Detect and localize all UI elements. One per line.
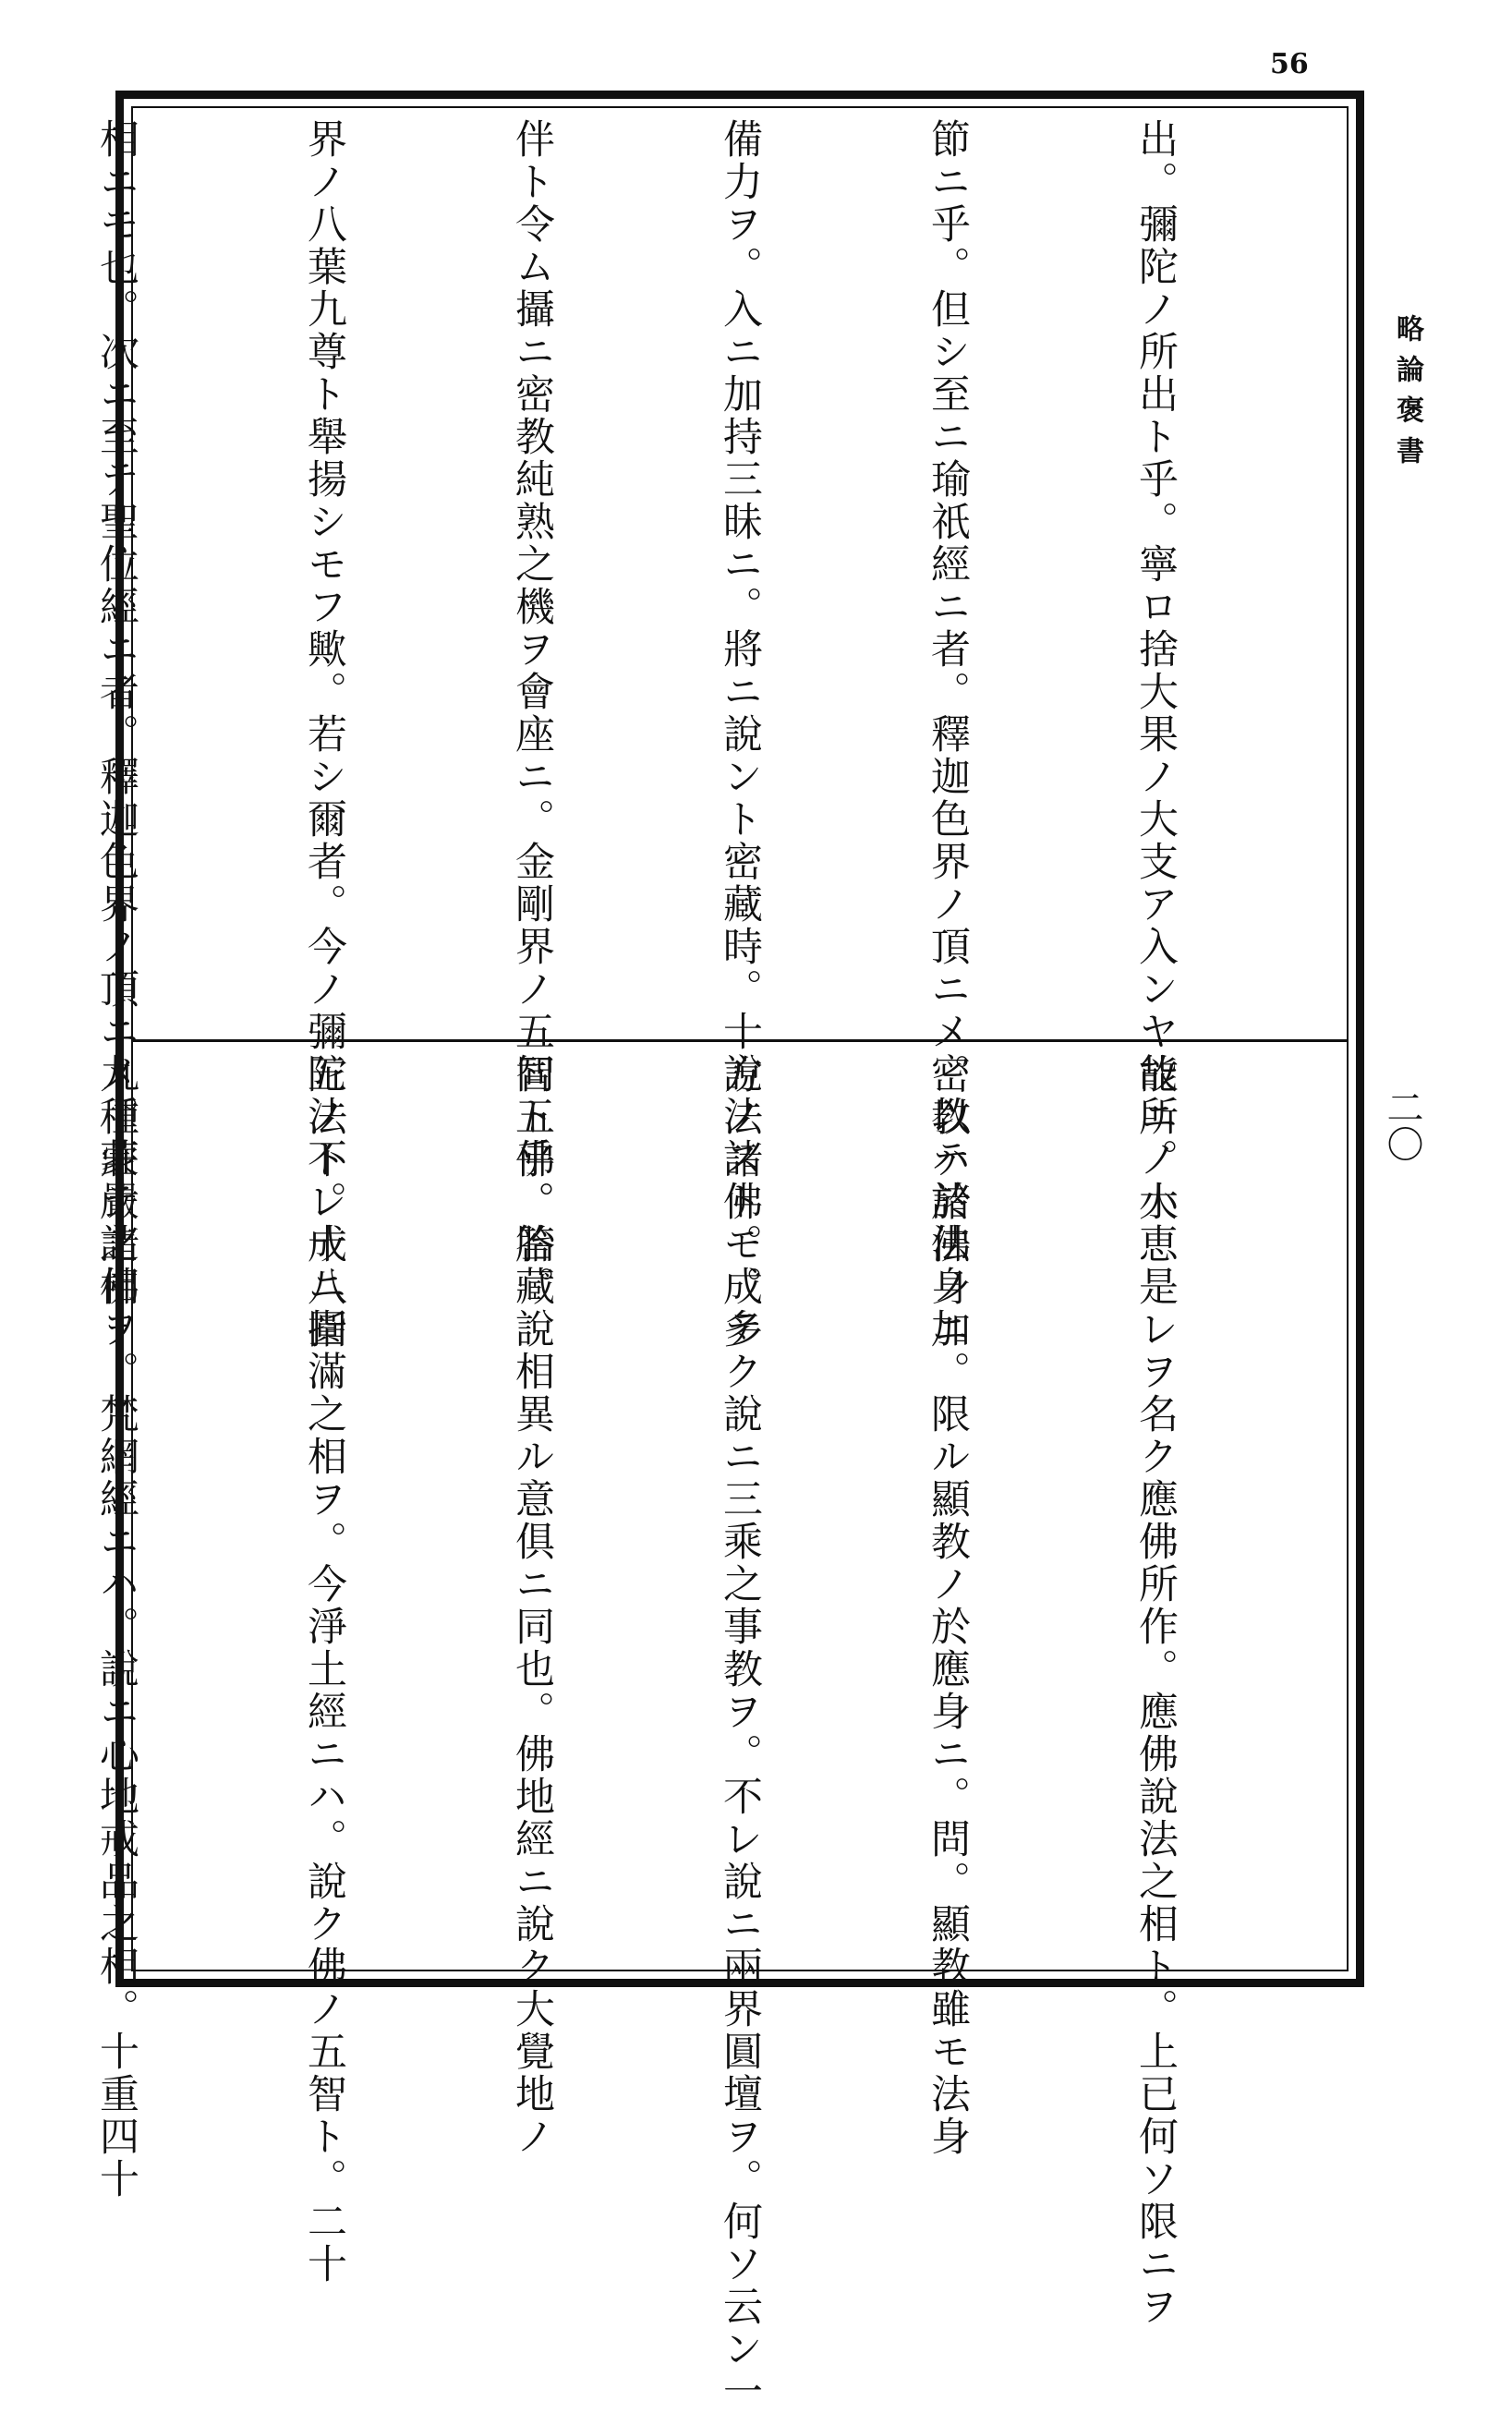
text-column: 出。彌陀ノ所出ト乎。寧ロ捨大果ノ大支ア入ンヤ能所ノ小 — [1132, 118, 1179, 1223]
text-column: 備力ヲ。入ニ加持三昧ニ。將ニ說ント密藏時。十方ノ諸佛。成テ — [717, 118, 763, 1351]
upper-text-block — [93, 118, 1328, 1351]
text-column: 故ニ。大恵是レヲ名ク應佛所作。應佛說法之相ト。上已何ソ限ニヲ — [1132, 1053, 1179, 2328]
text-column: 五法ト。十八圓滿之相ヲ。今淨土經ニハ。說ク佛ノ五智ト。二十 — [301, 1053, 347, 2286]
text-column: 相ニモ也。次ニ至テ聖位經ニ者。釋迦色界ノ頂ニメ。蒙テ諸佛 — [93, 118, 139, 1308]
page-number: 56 — [1270, 48, 1309, 80]
text-column: 九種莊嚴之相ヲ。梵網經ニハ。說ニ心地戒品之相。十重四十 — [93, 1053, 139, 2201]
text-column: 同ト乎。答。說相異ル意俱ニ同也。佛地經ニ說ク大覺地ノ — [509, 1053, 555, 2158]
text-column: 伴ト令ム攝ニ密教純熟之機ヲ會座ニ。金剛界ノ五智五佛。胎藏 — [509, 118, 555, 1308]
text-column: 節ニ乎。但シ至ニ瑜祇經ニ者。釋迦色界ノ頂ニメ。以テ諸佛ノ加 — [925, 118, 971, 1351]
text-column: 界ノ八葉九尊ト舉揚シモフ歟。若シ爾者。今ノ彌陀ノ不レ成ニ指 — [301, 118, 347, 1351]
text-column: 密教ハ於法身ニ。限ル顯教ノ於應身ニ。問。顯教雖モ法身 — [925, 1053, 971, 2158]
folio-number: 二〇 — [1381, 1088, 1423, 1162]
lower-text-block — [93, 1053, 1328, 2413]
text-column: 說法ストモ。多ク說ニ三乘之事教ヲ。不レ說ニ兩界圓壇ヲ。何ソ云ン一 — [717, 1053, 763, 2413]
running-title: 略論褒書 — [1391, 314, 1423, 477]
